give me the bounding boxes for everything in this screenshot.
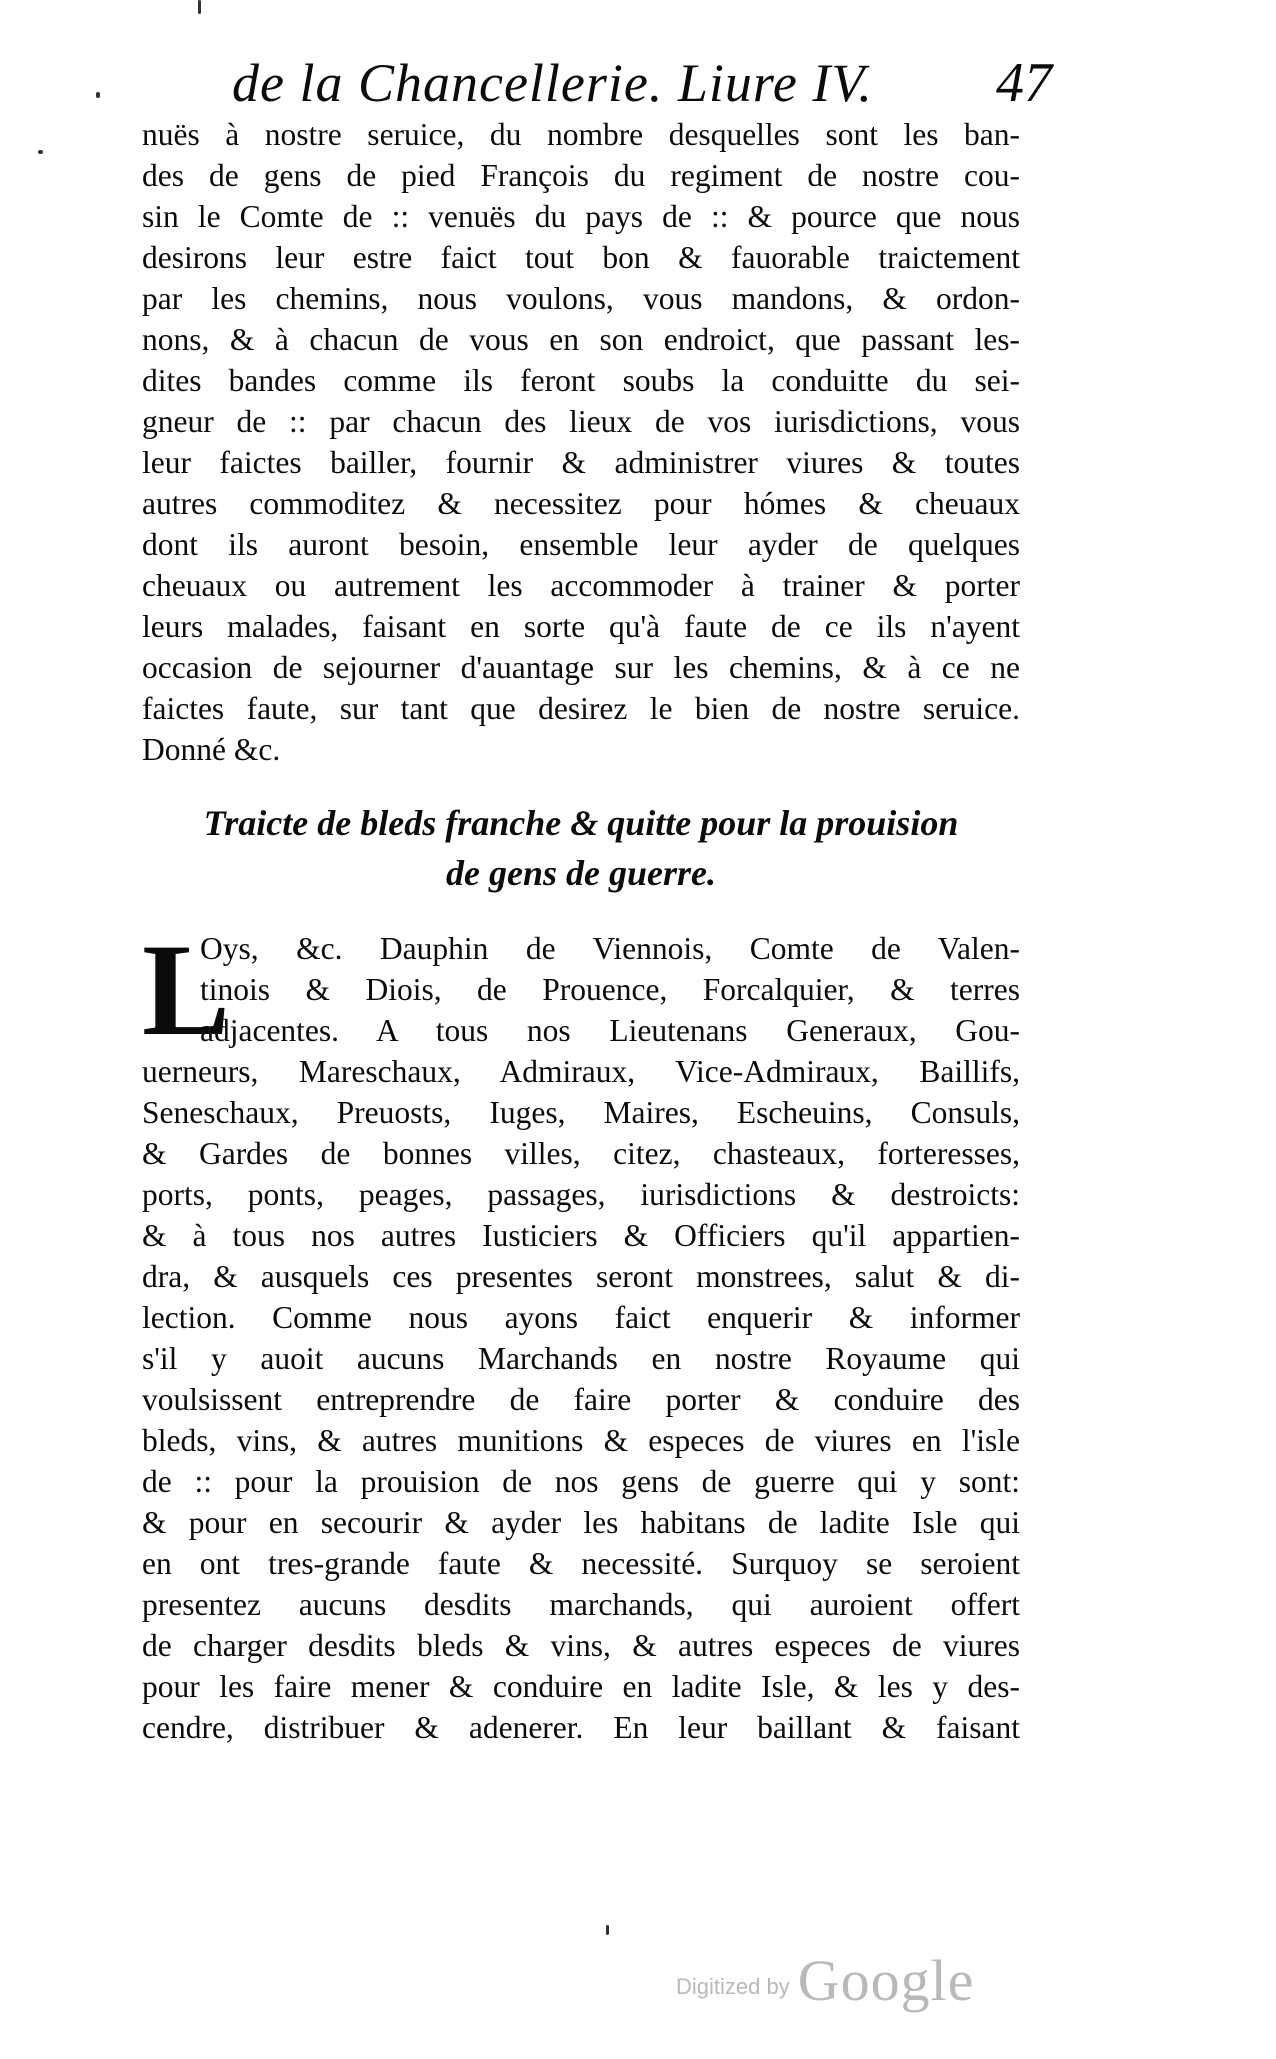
text-line: dont ils auront besoin, ensemble leur ayder de quelques xyxy=(142,527,1020,562)
text-line: autres commoditez & necessitez pour hómes & cheuaux xyxy=(142,486,1020,521)
print-speck xyxy=(38,150,43,154)
text-line: dites bandes comme ils feront soubs la conduitte du sei- xyxy=(142,363,1020,398)
text-line: gneur de :: par chacun des lieux de vos iurisdictions, vous xyxy=(142,404,1020,439)
heading-line: Traicte de bleds franche & quitte pour la prouision xyxy=(203,803,959,843)
text-line: cendre, distribuer & adenerer. En leur baillant & faisant xyxy=(142,1710,1020,1745)
print-speck xyxy=(96,92,100,98)
text-line: des de gens de pied François du regiment de nostre cou- xyxy=(142,158,1020,193)
drop-cap: L xyxy=(142,916,231,1063)
text-line: & pour en secourir & ayder les habitans de ladite Isle qui xyxy=(142,1505,1020,1540)
page-number: 47 xyxy=(996,52,1052,114)
text-line: bleds, vins, & autres munitions & especes de viures en l'isle xyxy=(142,1423,1020,1458)
heading-line: de gens de guerre. xyxy=(446,853,716,893)
text-line: en ont tres-grande faute & necessité. Surquoy se seroient xyxy=(142,1546,1020,1581)
text-line: nons, & à chacun de vous en son endroict, que passant les- xyxy=(142,322,1020,357)
text-line: Oys, &c. Dauphin de Viennois, Comte de Valen- xyxy=(200,931,1020,966)
text-line: voulsissent entreprendre de faire porter & conduire des xyxy=(142,1382,1020,1417)
digitization-watermark xyxy=(676,1950,974,2012)
text-line: desirons leur estre faict tout bon & fauorable traictement xyxy=(142,240,1020,275)
text-line: & à tous nos autres Iusticiers & Officiers qu'il appartien- xyxy=(142,1218,1020,1253)
section-heading xyxy=(142,798,1020,898)
print-speck xyxy=(198,0,201,14)
continuation-paragraph xyxy=(142,114,1020,770)
text-line: de charger desdits bleds & vins, & autres especes de viures xyxy=(142,1628,1020,1663)
watermark-prefix: Digitized by xyxy=(676,1974,790,1999)
google-logo: Google xyxy=(797,1948,975,2013)
text-line: cheuaux ou autrement les accommoder à trainer & porter xyxy=(142,568,1020,603)
page-header xyxy=(232,48,1052,118)
text-line: par les chemins, nous voulons, vous mandons, & ordon- xyxy=(142,281,1020,316)
text-line: nuës à nostre seruice, du nombre desquelles sont les ban- xyxy=(142,117,1020,152)
text-line: Seneschaux, Preuosts, Iuges, Maires, Escheuins, Consuls, xyxy=(142,1095,1020,1130)
text-line: sin le Comte de :: venuës du pays de :: & pource que nous xyxy=(142,199,1020,234)
text-line: leurs malades, faisant en sorte qu'à faute de ce ils n'ayent xyxy=(142,609,1020,644)
text-line: s'il y auoit aucuns Marchands en nostre Royaume qui xyxy=(142,1341,1020,1376)
text-line: dra, & ausquels ces presentes seront monstrees, salut & di- xyxy=(142,1259,1020,1294)
print-speck xyxy=(606,1925,609,1935)
text-line: presentez aucuns desdits marchands, qui auroient offert xyxy=(142,1587,1020,1622)
text-line: faictes faute, sur tant que desirez le bien de nostre seruice. xyxy=(142,691,1020,726)
main-paragraph xyxy=(142,916,1020,1748)
text-line: uerneurs, Mareschaux, Admiraux, Vice-Admiraux, Baillifs, xyxy=(142,1054,1020,1089)
text-line: occasion de sejourner d'auantage sur les chemins, & à ce ne xyxy=(142,650,1020,685)
text-line: Donné &c. xyxy=(142,732,281,767)
text-line: de :: pour la prouision de nos gens de guerre qui y sont: xyxy=(142,1464,1020,1499)
text-line: pour les faire mener & conduire en ladite Isle, & les y des- xyxy=(142,1669,1020,1704)
text-line: lection. Comme nous ayons faict enquerir & informer xyxy=(142,1300,1020,1335)
running-title: de la Chancellerie. Liure IV. xyxy=(232,53,873,113)
text-line: ports, ponts, peages, passages, iurisdictions & destroicts: xyxy=(142,1177,1020,1212)
text-line: & Gardes de bonnes villes, citez, chasteaux, forteresses, xyxy=(142,1136,1020,1171)
text-line: adjacentes. A tous nos Lieutenans Generaux, Gou- xyxy=(200,1013,1020,1048)
text-line: leur faictes bailler, fournir & administrer viures & toutes xyxy=(142,445,1020,480)
text-line: tinois & Diois, de Prouence, Forcalquier, & terres xyxy=(200,972,1020,1007)
